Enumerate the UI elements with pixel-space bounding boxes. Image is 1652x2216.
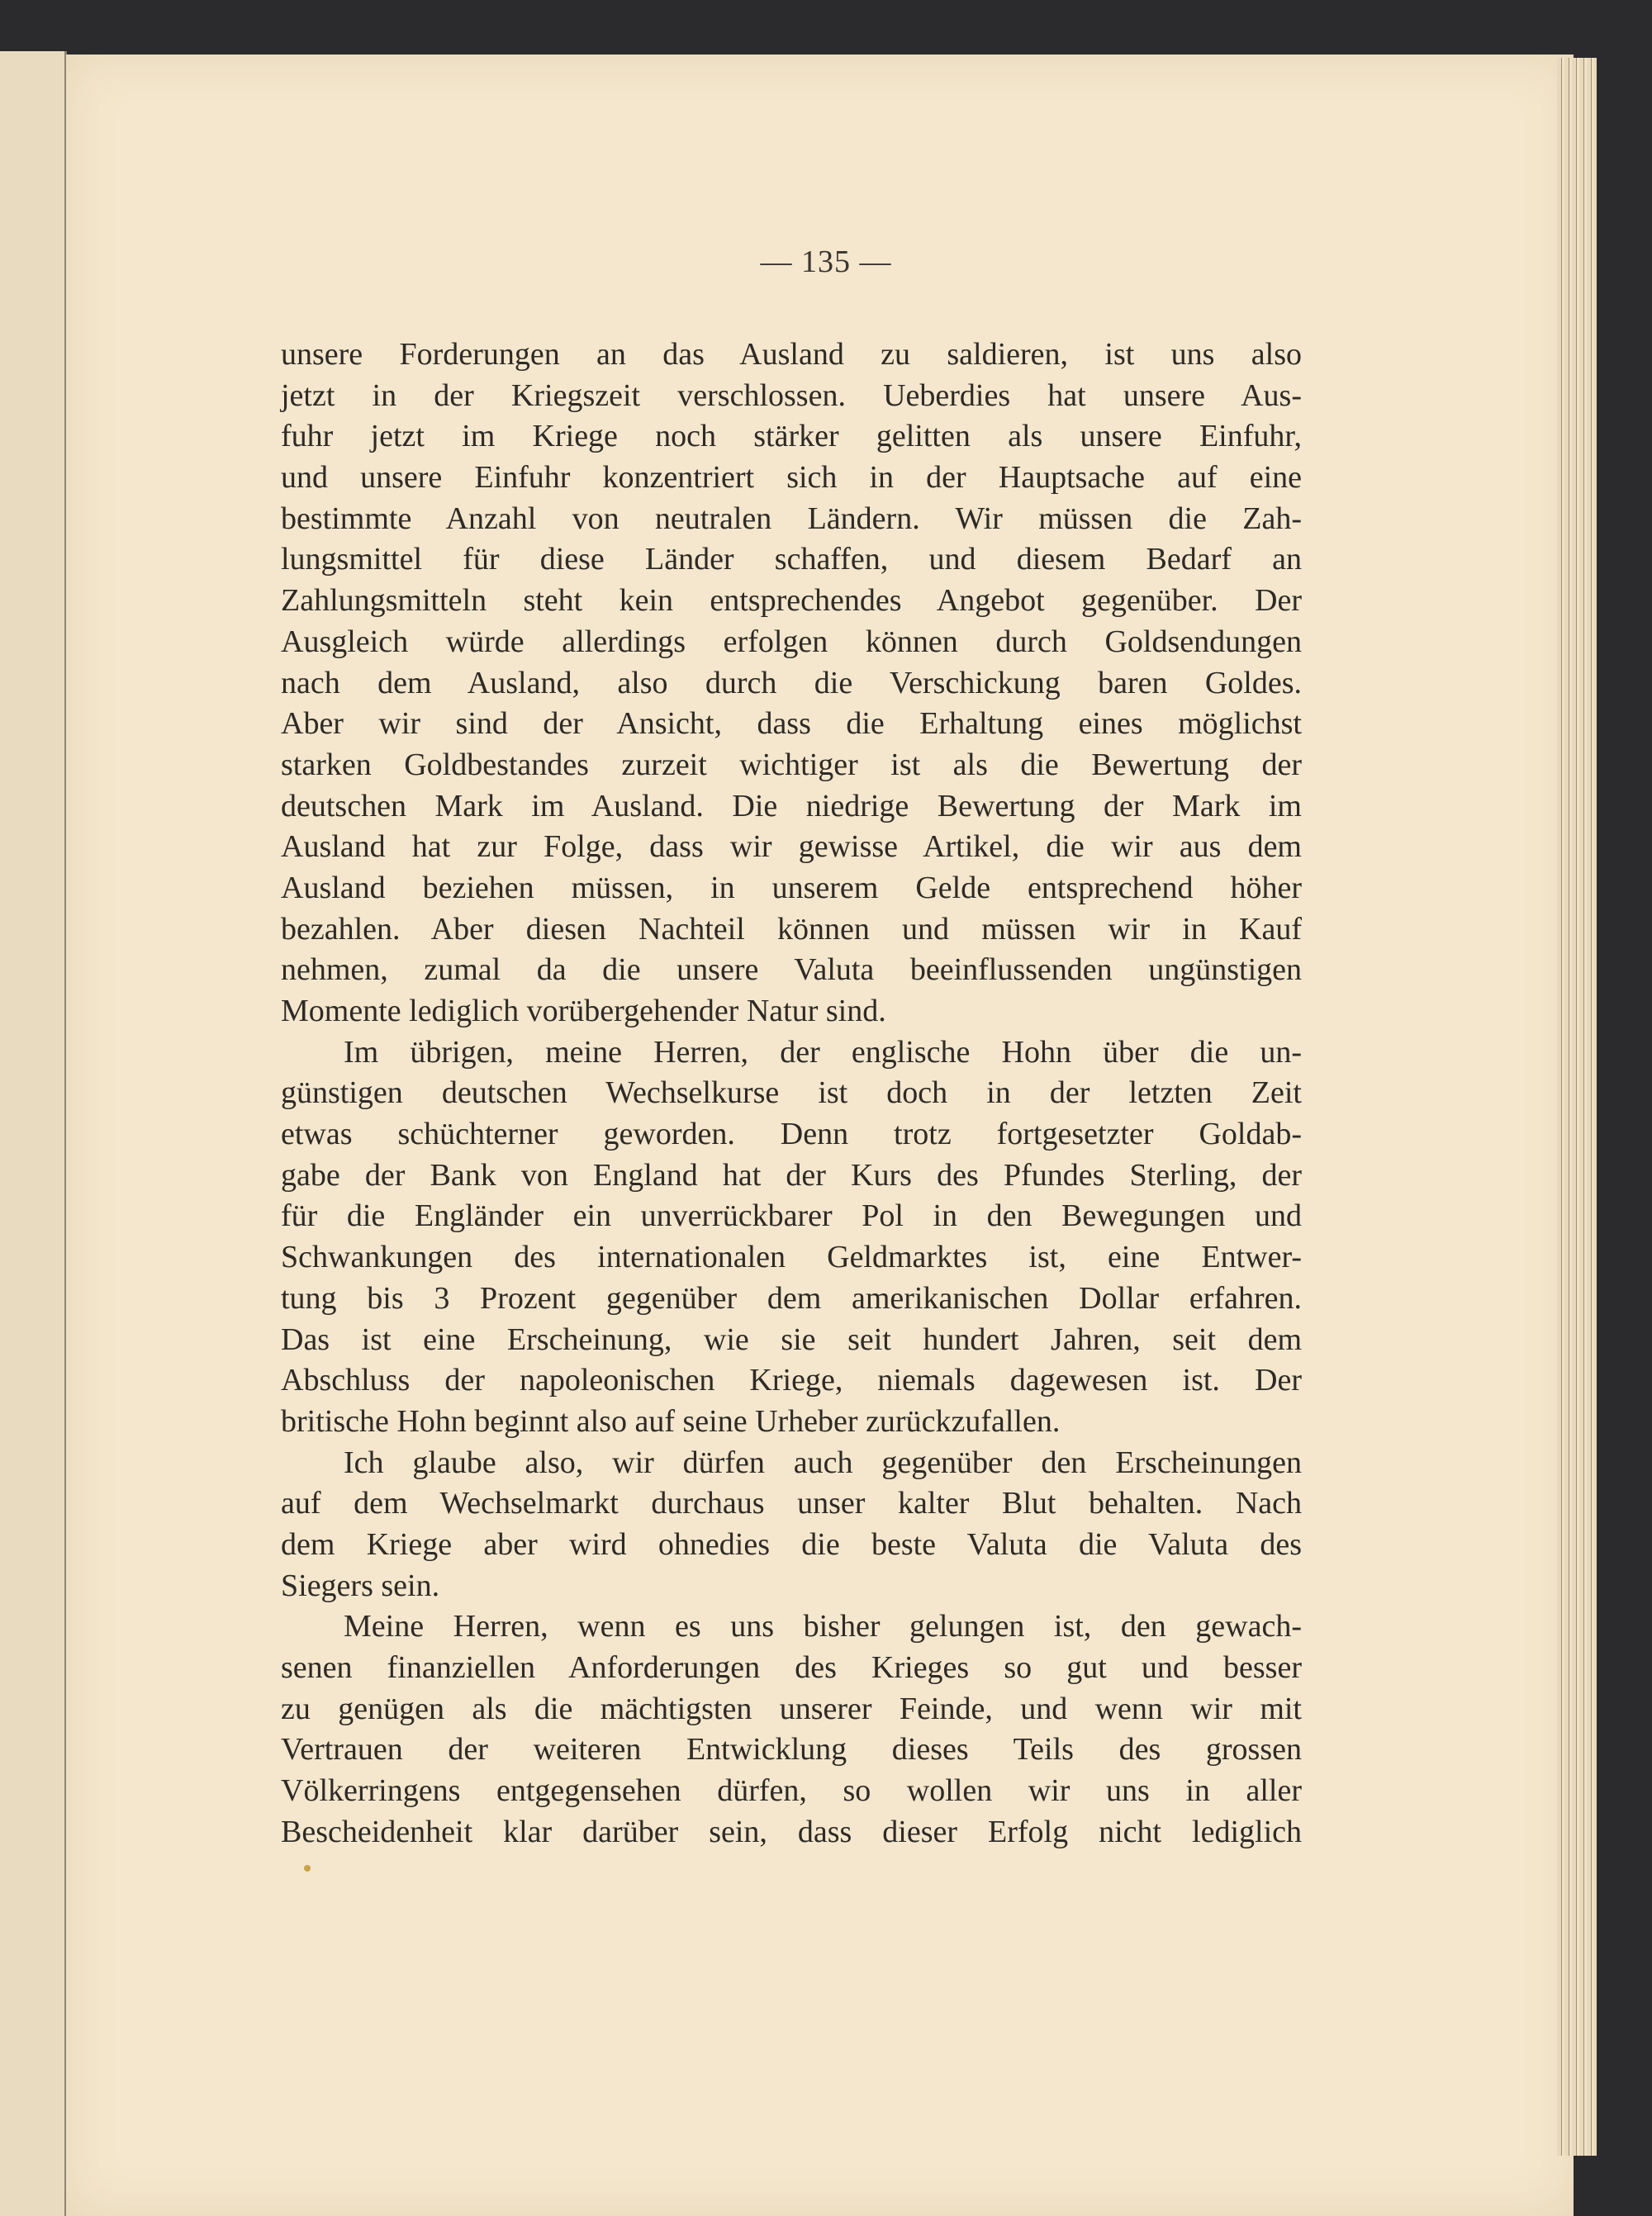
text-line: lungsmittel für diese Länder schaffen, und diesem Bedarf an — [281, 542, 1302, 577]
text-line: jetzt in der Kriegszeit verschlossen. Ueberdies hat unsere Aus- — [281, 377, 1302, 413]
ink-spot — [304, 1865, 311, 1872]
text-line: senen finanziellen Anforderungen des Krieges so gut und besser — [281, 1650, 1302, 1685]
text-line: Das ist eine Erscheinung, wie sie seit hundert Jahren, seit dem — [281, 1322, 1302, 1357]
paragraph — [281, 335, 1302, 1032]
text-line: deutschen Mark im Ausland. Die niedrige Bewertung der Mark im — [281, 788, 1302, 823]
text-line: bestimmte Anzahl von neutralen Ländern. Wir müssen die Zah- — [281, 501, 1302, 536]
text-line: Ausland hat zur Folge, dass wir gewisse Artikel, die wir aus dem — [281, 829, 1302, 865]
text-line: günstigen deutschen Wechselkurse ist doch in der letzten Zeit — [281, 1075, 1302, 1111]
text-line: Schwankungen des internationalen Geldmarktes ist, eine Entwer- — [281, 1240, 1302, 1275]
text-line: bezahlen. Aber diesen Nachteil können und müssen wir in Kauf — [281, 911, 1302, 947]
text-line: nach dem Ausland, also durch die Verschickung baren Goldes. — [281, 665, 1302, 700]
facing-page-edge — [0, 51, 67, 2216]
text-line: Ausgleich würde allerdings erfolgen können durch Goldsendungen — [281, 624, 1302, 659]
body-text — [281, 335, 1302, 1853]
text-line: Völkerringens entgegensehen dürfen, so wollen wir uns in aller — [281, 1773, 1302, 1809]
text-line: nehmen, zumal da die unsere Valuta beeinflussenden ungünstigen — [281, 952, 1302, 988]
text-line: tung bis 3 Prozent gegenüber dem amerikanischen Dollar erfahren. — [281, 1280, 1302, 1316]
paragraph — [281, 1606, 1302, 1853]
paragraph — [281, 1032, 1302, 1443]
text-line: Meine Herren, wenn es uns bisher gelungen ist, den gewach- — [344, 1609, 1302, 1644]
text-line: gabe der Bank von England hat der Kurs des Pfundes Sterling, der — [281, 1157, 1302, 1193]
text-line: zu genügen als die mächtigsten unserer Feinde, und wenn wir mit — [281, 1691, 1302, 1726]
paragraph — [281, 1443, 1302, 1607]
text-line: fuhr jetzt im Kriege noch stärker gelitten als unsere Einfuhr, — [281, 419, 1302, 454]
text-line: britische Hohn beginnt also auf seine Urheber zurückzufallen. — [281, 1403, 1061, 1439]
text-line: Vertrauen der weiteren Entwicklung dieses Teils des grossen — [281, 1732, 1302, 1768]
text-line: Aber wir sind der Ansicht, dass die Erhaltung eines möglichst — [281, 706, 1302, 742]
text-line: Zahlungsmitteln steht kein entsprechendes Angebot gegenüber. Der — [281, 583, 1302, 619]
text-line: Siegers sein. — [281, 1568, 440, 1603]
text-line: Abschluss der napoleonischen Kriege, niemals dagewesen ist. Der — [281, 1363, 1302, 1398]
page-number: — 135 — — [760, 244, 892, 279]
text-line: dem Kriege aber wird ohnedies die beste Valuta die Valuta des — [281, 1526, 1302, 1562]
text-line: für die Engländer ein unverrückbarer Pol in den Bewegungen und — [281, 1198, 1302, 1234]
text-line: und unsere Einfuhr konzentriert sich in der Hauptsache auf eine — [281, 460, 1302, 496]
page-stack-edges — [1557, 58, 1597, 2156]
text-line: Momente lediglich vorübergehender Natur sind. — [281, 994, 886, 1028]
text-line: Ich glaube also, wir dürfen auch gegenüber den Erscheinungen — [344, 1445, 1302, 1480]
text-line: auf dem Wechselmarkt durchaus unser kalter Blut behalten. Nach — [281, 1486, 1302, 1521]
text-line: unsere Forderungen an das Ausland zu saldieren, ist uns also — [281, 337, 1302, 372]
text-line: Ausland beziehen müssen, in unserem Gelde entsprechend höher — [281, 870, 1302, 905]
text-line: starken Goldbestandes zurzeit wichtiger ist als die Bewertung der — [281, 747, 1302, 782]
text-line: Im übrigen, meine Herren, der englische Hohn über die un- — [344, 1034, 1302, 1070]
text-line: etwas schüchterner geworden. Denn trotz fortgesetzter Goldab- — [281, 1117, 1302, 1152]
text-line: Bescheidenheit klar darüber sein, dass dieser Erfolg nicht lediglich — [281, 1814, 1302, 1849]
